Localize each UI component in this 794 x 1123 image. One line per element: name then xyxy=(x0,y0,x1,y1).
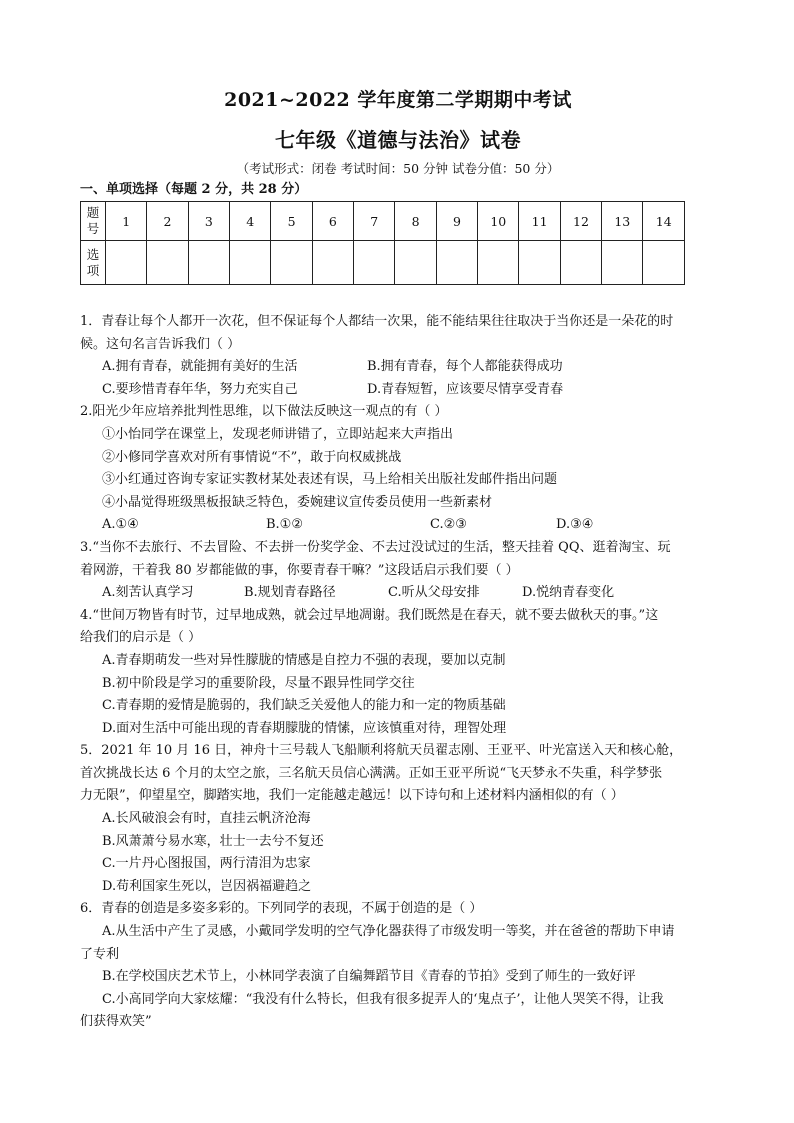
question-stem-line: 力无限”，仰望星空，脚踏实地，我们一定能越走越远！以下诗句和上述材料内涵相似的有（ ） xyxy=(80,788,624,804)
question-stem-line: 1．青春让每个人都开一次花，但不保证每个人都结一次果，能不能结果往往取决于当你还是一朵花的时 xyxy=(80,314,674,329)
option-a[interactable]: A.①④ xyxy=(102,517,139,533)
question-stem-line: 3.“当你不去旅行、不去冒险、不去拼一份奖学金、不去过没试过的生活，整天挂着 QQ、逛着淘宝、玩 xyxy=(80,539,671,555)
question-6 xyxy=(80,898,716,1034)
question-stem-line: 着网游，干着我 80 岁都能做的事，你要青春干嘛？”这段话启示我们要（ ） xyxy=(80,562,519,578)
question-1 xyxy=(80,311,716,401)
question-number-cell: 4 xyxy=(230,202,271,241)
statement-item: ③小红通过咨询专家证实教材某处表述有误，马上给相关出版社发邮件指出问题 xyxy=(102,472,558,488)
answer-cell[interactable] xyxy=(106,241,147,285)
question-number-cell: 1 xyxy=(106,202,147,241)
answer-cell[interactable] xyxy=(147,241,188,285)
option-a[interactable]: A.拥有青春，就能拥有美好的生活 xyxy=(102,359,298,375)
question-stem-line: 6．青春的创造是多姿多彩的。下列同学的表现，不属于创造的是（ ） xyxy=(80,901,483,917)
answer-cell[interactable] xyxy=(188,241,229,285)
answer-cell[interactable] xyxy=(478,241,519,285)
answer-cell[interactable] xyxy=(519,241,560,285)
statement-item: ④小晶觉得班级黑板报缺乏特色，委婉建议宣传委员使用一些新素材 xyxy=(102,494,493,510)
option-row xyxy=(80,379,716,402)
question-stem-line: 候。这句名言告诉我们（ ） xyxy=(80,336,241,352)
answer-cell[interactable] xyxy=(354,241,395,285)
option-d[interactable]: D.青春短暂，应该要尽情享受青春 xyxy=(367,381,564,397)
option-a[interactable]: A.刻苦认真学习 xyxy=(102,585,194,601)
option-b[interactable]: B.①② xyxy=(266,517,303,533)
option-text-line: 们获得欢笑” xyxy=(80,1014,152,1030)
option-row xyxy=(80,582,716,605)
option-text-line: C.小高同学向大家炫耀：“我没有什么特长，但我有很多捉弄人的‘鬼点子’，让他人哭笑不得，让我 xyxy=(102,991,664,1007)
option-c[interactable]: C.听从父母安排 xyxy=(388,585,480,601)
option-b[interactable] xyxy=(80,966,716,989)
question-5 xyxy=(80,740,716,898)
option-a[interactable]: A.青春期萌发一些对异性朦胧的情感是自控力不强的表现，要加以克制 xyxy=(102,652,506,668)
row-label-answer: 选项 xyxy=(81,241,106,285)
question-number-cell: 13 xyxy=(602,202,643,241)
question-stem-line: 首次挑战长达 6 个月的太空之旅，三名航天员信心满满。正如王亚平所说“飞天梦永不失重，科学梦张 xyxy=(80,765,663,781)
answer-table-answer-row xyxy=(81,241,685,285)
statement-item: ②小修同学喜欢对所有事情说“不”，敢于向权威挑战 xyxy=(102,449,402,465)
exam-title: 2021~2022 学年度第二学期期中考试 xyxy=(224,89,572,111)
option-b[interactable]: B.风萧萧兮易水寒，壮士一去兮不复还 xyxy=(102,833,324,849)
statement-item: ①小怡同学在课堂上，发现老师讲错了，立即站起来大声指出 xyxy=(102,426,454,442)
exam-info: （考试形式：闭卷 考试时间：50 分钟 试卷分值：50 分） xyxy=(236,161,560,176)
question-stem-line: 给我们的启示是（ ） xyxy=(80,630,202,646)
option-b[interactable]: B.初中阶段是学习的重要阶段，尽量不跟异性同学交往 xyxy=(102,675,415,691)
answer-cell[interactable] xyxy=(643,241,685,285)
question-number-cell: 5 xyxy=(271,202,312,241)
option-text-line: A.从生活中产生了灵感，小戴同学发明的空气净化器获得了市级发明一等奖，并在爸爸的帮助下申请 xyxy=(102,924,675,940)
question-stem-line: 4.“世间万物皆有时节，过早地成熟，就会过早地凋谢。我们既然是在春天，就不要去做秋天的事。”这 xyxy=(80,607,659,623)
answer-cell[interactable] xyxy=(395,241,436,285)
question-number-cell: 14 xyxy=(643,202,685,241)
option-d[interactable]: D.悦纳青春变化 xyxy=(522,585,615,601)
question-number-cell: 10 xyxy=(478,202,519,241)
option-c[interactable] xyxy=(80,989,716,1034)
option-b[interactable]: B.规划青春路径 xyxy=(244,585,336,601)
option-c[interactable]: C.②③ xyxy=(430,517,467,533)
option-d[interactable]: D.苟利国家生死以，岂因祸福避趋之 xyxy=(102,878,312,894)
question-number-cell: 11 xyxy=(519,202,560,241)
answer-cell[interactable] xyxy=(312,241,353,285)
option-a[interactable] xyxy=(80,921,716,966)
question-list xyxy=(80,311,716,1034)
answer-cell[interactable] xyxy=(560,241,601,285)
option-d[interactable]: D.③④ xyxy=(556,517,594,533)
option-b[interactable]: B.拥有青春，每个人都能获得成功 xyxy=(367,359,563,375)
question-number-cell: 12 xyxy=(560,202,601,241)
option-row xyxy=(80,356,716,379)
section-heading: 一、单项选择（每题 2 分，共 28 分） xyxy=(80,182,308,197)
answer-cell[interactable] xyxy=(602,241,643,285)
question-number-cell: 6 xyxy=(312,202,353,241)
question-stem-line: 2.阳光少年应培养批判性思维，以下做法反映这一观点的有（ ） xyxy=(80,404,448,420)
question-number-cell: 7 xyxy=(354,202,395,241)
answer-table-number-row xyxy=(81,202,685,241)
exam-subject-title: 七年级《道德与法治》试卷 xyxy=(275,128,521,152)
option-d[interactable]: D.面对生活中可能出现的青春期朦胧的情愫，应该慎重对待，理智处理 xyxy=(102,720,507,736)
option-c[interactable]: C.一片丹心图报国，两行清泪为忠家 xyxy=(102,856,311,872)
option-text-line: 了专利 xyxy=(80,946,120,962)
option-a[interactable]: A.长风破浪会有时，直挂云帆济沧海 xyxy=(102,811,311,827)
option-c[interactable]: C.青春期的爱情是脆弱的，我们缺乏关爱他人的能力和一定的物质基础 xyxy=(102,698,506,714)
option-text-line: B.在学校国庆艺术节上，小林同学表演了自编舞蹈节目《青春的节拍》受到了师生的一致好评 xyxy=(102,969,636,985)
option-row xyxy=(80,514,716,537)
question-stem-line: 5．2021 年 10 月 16 日，神舟十三号载人飞船顺利将航天员翟志刚、王亚平、叶光富送入天和核心舱， xyxy=(80,743,683,759)
answer-cell[interactable] xyxy=(436,241,477,285)
answer-cell[interactable] xyxy=(230,241,271,285)
question-4 xyxy=(80,605,716,741)
option-c[interactable]: C.要珍惜青春年华，努力充实自己 xyxy=(102,381,298,397)
row-label-number: 题号 xyxy=(81,202,106,241)
question-number-cell: 3 xyxy=(188,202,229,241)
question-number-cell: 2 xyxy=(147,202,188,241)
question-number-cell: 8 xyxy=(395,202,436,241)
question-2 xyxy=(80,401,716,537)
answer-table xyxy=(80,201,685,285)
question-3 xyxy=(80,537,716,605)
question-number-cell: 9 xyxy=(436,202,477,241)
answer-cell[interactable] xyxy=(271,241,312,285)
